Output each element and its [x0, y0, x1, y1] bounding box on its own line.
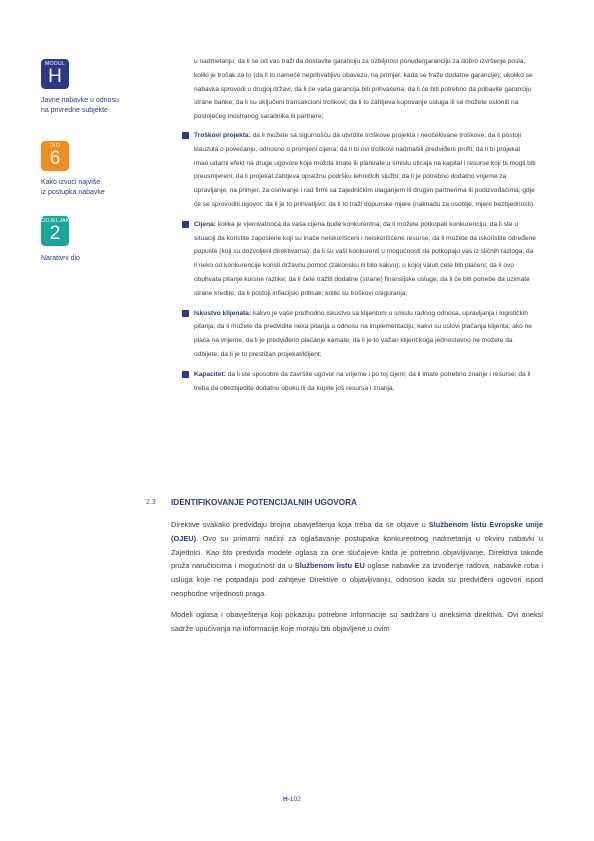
bullet-item: [194, 368, 536, 396]
body-paragraph-2: Modeli oglasa i obavještenja koji pokazuju potrebne informacije su sadržani u aneksima direktiva. Ovi aneksi sadrže upućivanja na informacije koje moraju biti objavljene u ovim: [171, 609, 543, 633]
page-number-value: 102: [289, 796, 301, 803]
body-text: . Ovo su primarni načini za oglašavanje postupaka konkurentnog nadmetanja u okviru nabavki u Zajednici. Kao što predviđa modele oglasa za one slučajeve kada je potrebno objavljivanje, Direktiva takođe pruža naručiocima i mogućnost da u: [171, 533, 543, 571]
bullet-heading: Kapacitet:: [194, 370, 226, 378]
modul-caption: [41, 96, 151, 116]
body-text: Direktive svakako predviđaju brojna obavještenja koja treba da se objave u: [171, 520, 429, 529]
dio-badge: [41, 141, 69, 171]
bullet-square-icon: [182, 371, 189, 378]
bullet-text: kolika je vjerovatnoća da vaša cijena bude konkurentna; da li možete potkopati konkurenciju; da li ste u situaciji da koristite zaposlene koji su inače neiskorišćeni i neiskorišćene resurse; da li možete da iskoristite određene popuste (koji su dozvoljeni direktivama); da li su vaši konkurenti u mogućnosti da potkopaju vas iz sličnih razloga; da li neko od konkurencije koristi državnu pomoć (zakonsku ili bilo kakvu); u kojoj valuti ćete biti plaćeni; da li ovo obuhvata pitanje kursne razlike; da li ćete tražiti dodatne (strane) finansijske usluge; da li će biti potrebe da uzimate strane kredite; da li postoji inflacijski pritisak; koliki su troškovi osiguranja;: [194, 220, 536, 297]
bullet-text: da li ste sposobni da završite ugovor na vrijeme i po toj cijeni; da li imate potrebno znanje i resurse; da li treba da obezbjedite dodatnu obuku ili da kupite još resursa i znanja.: [194, 370, 531, 392]
bullet-text: kakvo je vaše prethodno iskustvo sa klijentom u smislu radnog odnosa, upravljanja i logističkih pitanja; da li možete da predvidite neka pitanja u odnosu na implementaciju; kakvi su uslovi plaćanja klijenta; ako ne plaća na vrijeme, da li je predviđeno plaćanje kamate; da li je to važan klijent koga jednostavno ne možete da odbijete; da li je to prestižan projekat/klijent;: [194, 309, 532, 358]
page-number-prefix: H-: [283, 796, 290, 803]
body-paragraph-1: [171, 518, 543, 601]
odjeljak-badge-caption: ODJELJAK: [41, 218, 70, 224]
dio-caption-line1: Kako izvući najviše: [41, 179, 101, 186]
bullet-square-icon: [182, 221, 189, 228]
bullet-heading: Iskustvo klijenata:: [194, 309, 252, 317]
dio-caption: [41, 178, 151, 198]
bullet-heading: Troškovi projekta:: [194, 131, 251, 139]
bullet-square-icon: [182, 310, 189, 317]
body-text: oglase nabavke za izvođenje radova, nabavke roba i usluga koje ne potpadaju pod zahtjeve Direktive o objavljivanju, odnosno kada su predviđeni ugovori ispod neophodne vrijednosti praga.: [171, 561, 544, 598]
bullet-square-icon: [182, 132, 189, 139]
bullet-item: [194, 218, 536, 301]
dio-badge-number: 6: [49, 148, 61, 169]
section-body: [171, 518, 543, 642]
section-title: IDENTIFIKOVANJE POTENCIJALNIH UGOVORA: [171, 498, 357, 507]
journal-name-bold: Službenom listu EU: [294, 561, 365, 571]
odjeljak-badge-number: 2: [49, 223, 61, 244]
bullet-heading: Cijena:: [194, 220, 216, 228]
bullet-text: da li možete sa sigurnošću da utvrdite troškove projekta i neočekivane troškove; da li postoji klauzula o povećanju, odnosno o promjeni cijena; da li bi ovi troškovi nadmašili predviđeni profit; da li bi projekat imao udarni efekt na druge ugovore koje možda imate ili planirate u smislu uticaja na kapital i resurse koji bi mogli biti preusmjereni; da li projekat zahtjeva opsežnu podršku tehničkih službi; da li je potrebno dodatno vrijeme za upravljanje, na primjer, za osnivanje i rad firmi sa zajedničkim ulaganjem ili drugim partnerima ili podizvođačima; gdje će se sprovoditi ugovor; da li je to prihvatljivo; da li to traži dopunske mjere (naknadu za osoblje, mjere bezbjednosti).: [194, 131, 536, 208]
odjeljak-badge: [41, 216, 69, 246]
journal-name-bold: Službenom listu Evropske unije (OJEU): [171, 520, 543, 543]
page-number: [283, 796, 301, 803]
bullet-item: [194, 307, 536, 362]
modul-caption-line1: Javne nabavke u odnosu: [41, 97, 119, 104]
dio-badge-caption: DIO: [49, 143, 61, 149]
modul-badge: [41, 59, 69, 89]
modul-badge-caption: MODUL: [44, 61, 66, 67]
bullet-item: [194, 129, 536, 212]
odjeljak-caption: [41, 254, 151, 264]
continuation-paragraph: u nadmetanju; da li se od vas traži da dostavite garanciju za ozbiljnost ponude/garanciju za dobro izvršenje posla; koliki je trošak za to (da li to nameće neprihvatljivu obavezu, na primjer, kada se traže dodatne garancije); ukoliko se nabavka sprovodi u drugoj državi, da li će vaša garancija biti prihvaćena; da li će biti potrebno da pribavite garanciju strane banke; da li su uključeni transakcioni troškovi; da li to zahtjeva kupovanje usluga ili se možete osloniti na postojećeg inostranog saradnika ili partnere;: [194, 58, 533, 121]
modul-badge-letter: H: [48, 66, 62, 87]
modul-caption-line2: na privredne subjekte: [41, 107, 108, 114]
dio-caption-line2: iz postupka nabavke: [41, 189, 105, 196]
odjeljak-caption-line1: Narativni dio: [41, 255, 80, 262]
main-text-column: [194, 55, 536, 401]
section-number: 2.3: [146, 499, 156, 506]
